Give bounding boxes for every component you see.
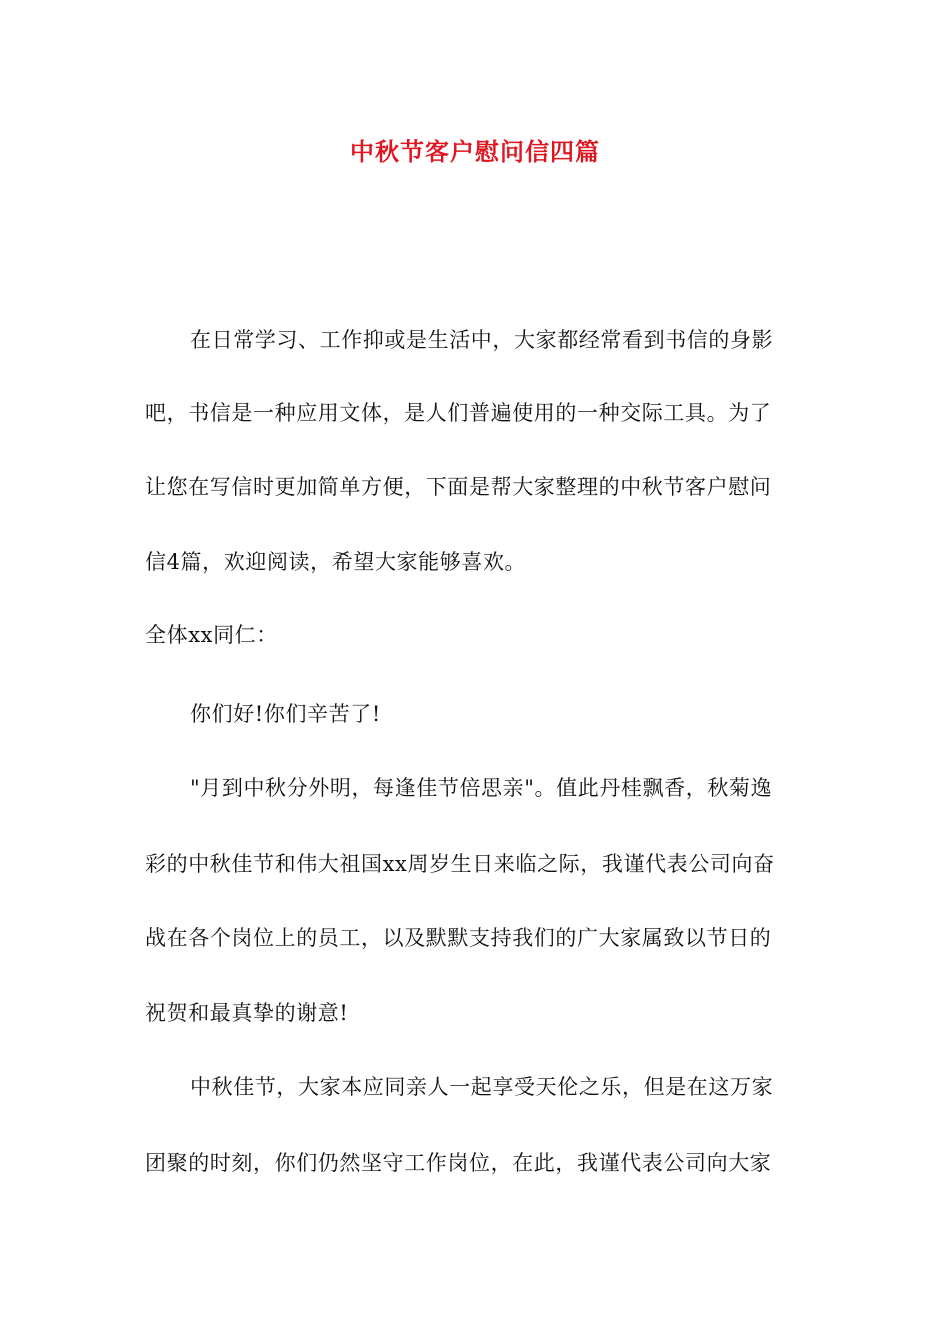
document-title: 中秋节客户慰问信四篇: [350, 137, 600, 166]
body-line: 团聚的时刻，你们仍然坚守工作岗位，在此，我谨代表公司向大家: [145, 1151, 772, 1175]
body-line: 中秋佳节，大家本应同亲人一起享受天伦之乐，但是在这万家: [190, 1075, 774, 1099]
body-line: 战在各个岗位上的员工，以及默默支持我们的广大家属致以节日的: [145, 926, 772, 950]
body-line: 祝贺和最真挚的谢意!: [145, 1001, 349, 1025]
body-line: 让您在写信时更加简单方便，下面是帮大家整理的中秋节客户慰问: [145, 475, 772, 499]
body-line: 吧，书信是一种应用文体，是人们普遍使用的一种交际工具。为了: [145, 401, 772, 425]
body-line: 彩的中秋佳节和伟大祖国xx周岁生日来临之际，我谨代表公司向奋: [145, 852, 775, 876]
body-line: "月到中秋分外明，每逢佳节倍思亲"。值此丹桂飘香，秋菊逸: [190, 776, 773, 800]
body-line: 信4篇，欢迎阅读，希望大家能够喜欢。: [145, 550, 527, 574]
greeting-line: 你们好!你们辛苦了!: [190, 702, 381, 726]
body-line: 在日常学习、工作抑或是生活中，大家都经常看到书信的身影: [190, 328, 774, 352]
salutation-line: 全体xx同仁：: [145, 623, 278, 647]
